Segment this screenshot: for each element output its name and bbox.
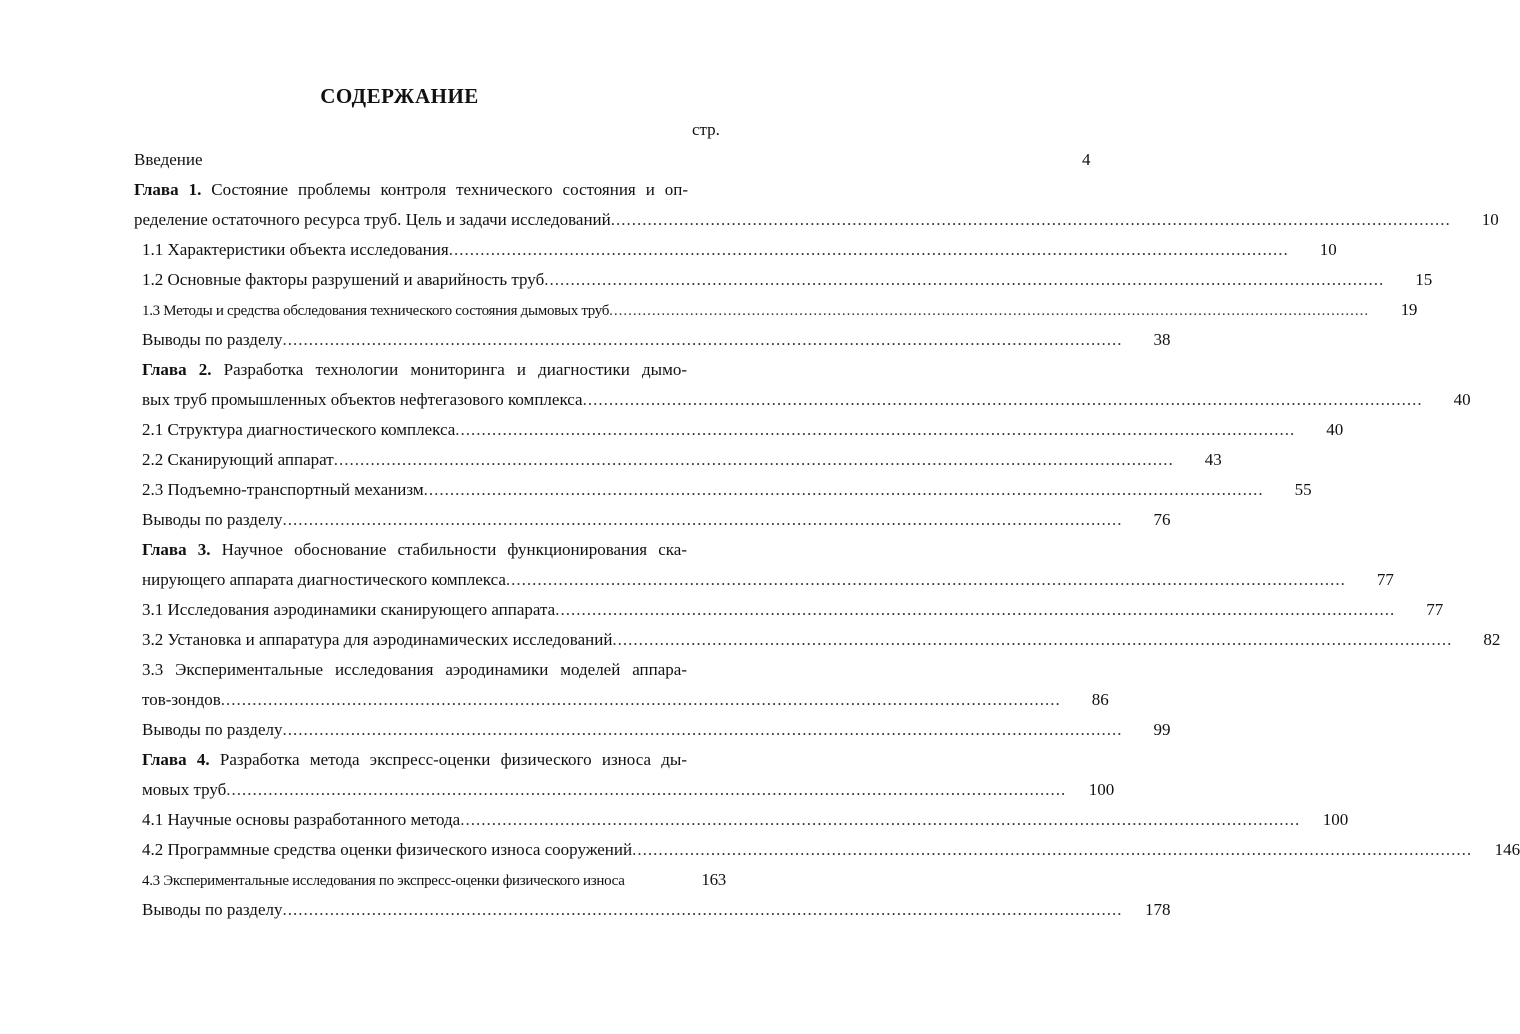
toc-entry-text: 1.1 Характеристики объекта исследования [142,240,449,259]
toc-entry-2-2[interactable] [142,445,1222,475]
toc-chapter-4-heading[interactable] [142,745,726,775]
toc-entry-chapter-3[interactable] [142,565,1394,595]
toc-page-number: 100 [1322,810,1349,829]
toc-entry-1-1[interactable] [142,235,1337,265]
toc-entry-text: 2.2 Сканирующий аппарат [142,450,334,469]
leader-dots [424,475,1264,505]
toc-page-number: 19 [1400,300,1418,319]
toc-entry-text: 4.1 Научные основы разработанного метода [142,810,461,829]
toc-page-number: 178 [1144,900,1171,919]
toc-entry-4-3[interactable] [142,865,726,895]
toc-entry-text: Выводы по разделу [142,900,283,919]
page-column-label: стр. [692,120,720,139]
leader-dots [555,595,1395,625]
toc-page-number: 146 [1494,840,1520,859]
leader-dots [282,325,1122,355]
toc-entry-text: вых труб промышленных объектов нефтегазового комплекса [142,390,583,409]
leader-dots [460,805,1300,835]
toc-entry-text: 3.3 Экспериментальные исследования аэродинамики моделей аппара- [142,660,687,679]
leader-dots [544,265,1384,295]
leader-dots [334,445,1174,475]
toc-chapter-1-heading[interactable] [134,175,726,205]
toc-entry-text: Выводы по разделу [142,510,283,529]
toc-entry-4-2[interactable] [142,835,1520,865]
toc-entry-text: тов-зондов [142,690,221,709]
toc-entry-text: Разработка метода экспресс-оценки физического износа ды- [209,750,687,769]
chapter-label: Глава 1. [134,180,202,199]
toc-page-number: 76 [1153,510,1171,529]
toc-entry-text: 3.2 Установка и аппаратура для аэродинамических исследований [142,630,613,649]
leader-dots [282,895,1122,925]
leader-dots [449,235,1289,265]
leader-dots [221,685,1061,715]
toc-entry-chapter-4[interactable] [142,775,1115,805]
chapter-label: Глава 2. [142,360,212,379]
toc-entry-2-3[interactable] [142,475,1312,505]
toc-entry-3-3[interactable] [142,685,1109,715]
toc-entry-text: 3.1 Исследования аэродинамики сканирующего аппарата [142,600,556,619]
toc-entry-text: Научное обоснование стабильности функционирования ска- [210,540,687,559]
leader-dots [612,625,1452,655]
toc-page-number: 40 [1453,390,1471,409]
toc-entry-text: 2.1 Структура диагностического комплекса [142,420,456,439]
toc-page-number: 40 [1326,420,1344,439]
toc-page-number: 55 [1294,480,1312,499]
toc-entry-text: 1.3 Методы и средства обследования технического состояния дымовых труб [142,303,610,319]
toc-entry-text: 1.2 Основные факторы разрушений и аварийность труб [142,270,545,289]
toc-entry-2-1[interactable] [142,415,1344,445]
leader-dots [611,205,1451,235]
toc-chapter-3-heading[interactable] [142,535,726,565]
toc-entry-text: Разработка технологии мониторинга и диагностики дымо- [211,360,687,379]
toc-entry-1-3[interactable] [142,295,1418,325]
toc-page-number: 38 [1153,330,1171,349]
page-title: СОДЕРЖАНИЕ [320,84,479,108]
toc-entry-text: Выводы по разделу [142,330,283,349]
leader-dots [609,296,1369,326]
toc-page-number: 10 [1319,240,1337,259]
toc-page-number: 10 [1481,210,1499,229]
toc-entry-introduction[interactable] [134,145,1091,175]
chapter-label: Глава 3. [142,540,211,559]
toc-entry-text: нирующего аппарата диагностического комплекса [142,570,506,589]
toc-entry-3-3-heading[interactable] [142,655,726,685]
toc-page-number: 15 [1415,270,1433,289]
toc-entry-1-2[interactable] [142,265,1433,295]
toc-entry-text: 2.3 Подъемно-транспортный механизм [142,480,424,499]
leader-dots [455,415,1295,445]
toc-page-number: 77 [1376,570,1394,589]
toc-page-number: 99 [1153,720,1171,739]
toc-entry-conclusions-1[interactable] [142,325,1171,355]
leader-dots [506,565,1346,595]
toc-entry-3-1[interactable] [142,595,1444,625]
toc-entry-chapter-1[interactable] [134,205,1499,235]
toc-entry-text: 4.2 Программные средства оценки физического износа сооружений [142,840,633,859]
toc-page-number: 82 [1483,630,1501,649]
toc-entry-text: Состояние проблемы контроля технического состояния и оп- [201,180,689,199]
toc-entry-conclusions-4[interactable] [142,895,1171,925]
toc-page-number: 77 [1426,600,1444,619]
leader-dots [282,505,1122,535]
leader-dots [226,775,1066,805]
toc-entry-chapter-2[interactable] [142,385,1471,415]
toc-page-number: 163 [701,870,726,889]
leader-dots [282,715,1122,745]
toc-entry-conclusions-2[interactable] [142,505,1171,535]
toc-entry-text: мовых труб [142,780,227,799]
toc-page-number: 100 [1088,780,1115,799]
toc-entry-text: 4.3 Экспериментальные исследования по экспресс-оценки физического износа [142,873,625,889]
toc-entry-3-2[interactable] [142,625,1501,655]
leader-dots [583,385,1423,415]
leader-dots [632,835,1472,865]
toc-page-number: 43 [1204,450,1222,469]
chapter-label: Глава 4. [142,750,210,769]
toc-entry-text: Введение [134,150,203,169]
toc-page-number: 4 [1082,150,1091,169]
toc-chapter-2-heading[interactable] [142,355,726,385]
toc-entry-text: ределение остаточного ресурса труб. Цель и задачи исследований [134,210,611,229]
toc-entry-text: Выводы по разделу [142,720,283,739]
toc-page-number: 86 [1091,690,1109,709]
toc-entry-conclusions-3[interactable] [142,715,1171,745]
toc-entry-4-1[interactable] [142,805,1349,835]
